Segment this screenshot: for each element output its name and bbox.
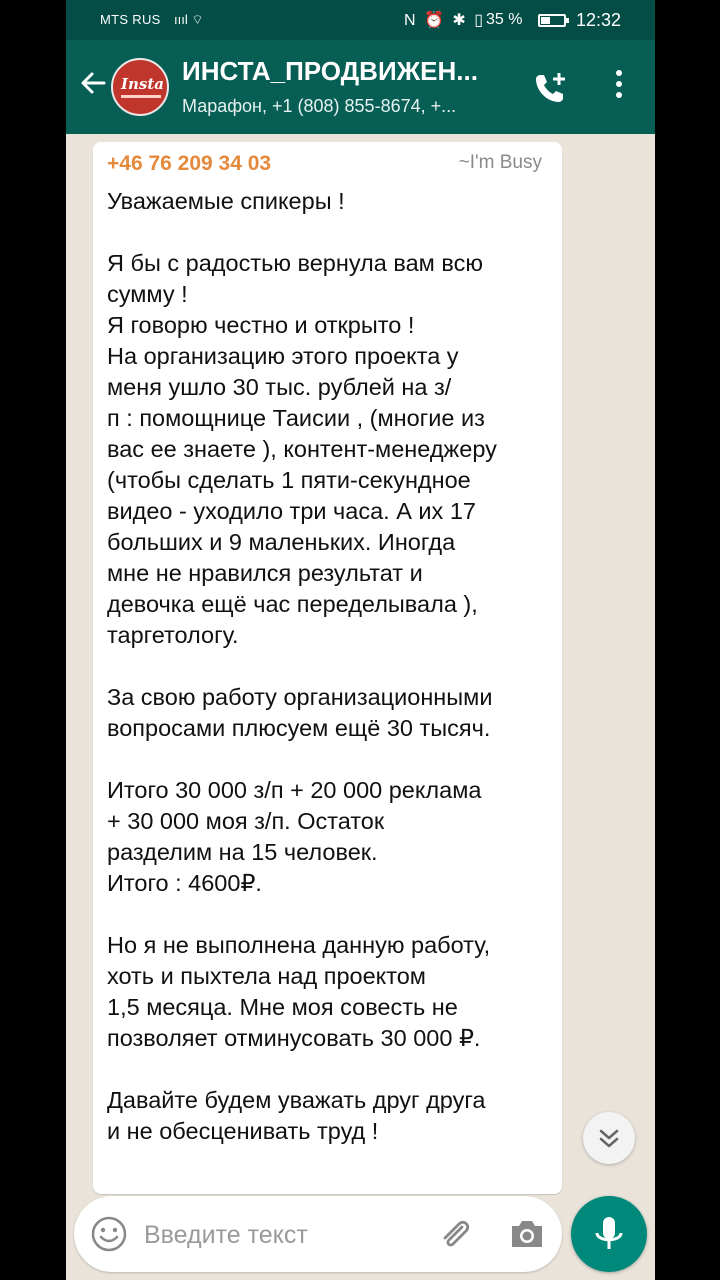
add-call-icon[interactable]: [532, 70, 568, 106]
camera-icon[interactable]: [508, 1216, 546, 1252]
battery-percentage: 35 %: [486, 11, 523, 28]
chat-header: [66, 40, 655, 134]
avatar[interactable]: [111, 58, 169, 116]
paperclip-icon[interactable]: [436, 1215, 474, 1253]
system-icons: N ⏰ ✱ ▯: [404, 12, 486, 29]
message-pushname: ~I'm Busy: [458, 152, 542, 173]
carrier-label: MTS RUS: [100, 12, 161, 27]
clock: 12:32: [576, 10, 622, 30]
chat-subtitle[interactable]: Марафон, +1 (808) 855-8674, +...: [182, 96, 457, 116]
message-input[interactable]: [144, 1218, 404, 1252]
message-sender[interactable]: +46 76 209 34 03: [107, 152, 272, 175]
message-composer: [74, 1196, 562, 1272]
phone-screen: [66, 0, 655, 1280]
avatar-logo-text: Insta: [121, 75, 165, 93]
emoji-icon[interactable]: [90, 1215, 128, 1253]
double-chevron-down-icon[interactable]: [583, 1112, 635, 1164]
back-arrow-icon[interactable]: [78, 68, 108, 98]
mic-icon[interactable]: [571, 1196, 647, 1272]
chat-title[interactable]: ИНСТА_ПРОДВИЖЕН...: [182, 56, 478, 86]
battery-icon: [538, 14, 566, 27]
signal-icons: ıııl ⌔: [174, 12, 204, 27]
message-text: Уважаемые спикеры ! Я бы с радостью вернула вам всю сумму ! Я говорю честно и открыто ! На организацию этого проекта у меня ушло 30 тыс. рублей на з/ п : помощнице Таисии , (многие из вас ее знаете ), контент-менеджеру (чтобы сделать 1 пяти-секундное видео - уходило три часа. А их 17 больших и 9 маленьких. Иногда мне не нравился результат и девочка ещё час переделывала ), таргетологу. За свою работу организационными вопросами плюсуем ещё 30 тысяч. Итого 30 000 з/п + 20 000 реклама + 30 000 моя з/п. Остаток разделим на 15 человек. Итого : 4600₽. Но я не выполнена данную работу, хоть и пыхтела над проектом 1,5 месяца. Мне моя совесть не позволяет отминусовать 30 000 ₽. Давайте будем уважать друг друга и не обесценивать труд !: [107, 188, 497, 1144]
status-bar: [66, 0, 655, 40]
more-vert-icon[interactable]: [609, 70, 629, 106]
message-bubble[interactable]: [93, 142, 562, 1194]
